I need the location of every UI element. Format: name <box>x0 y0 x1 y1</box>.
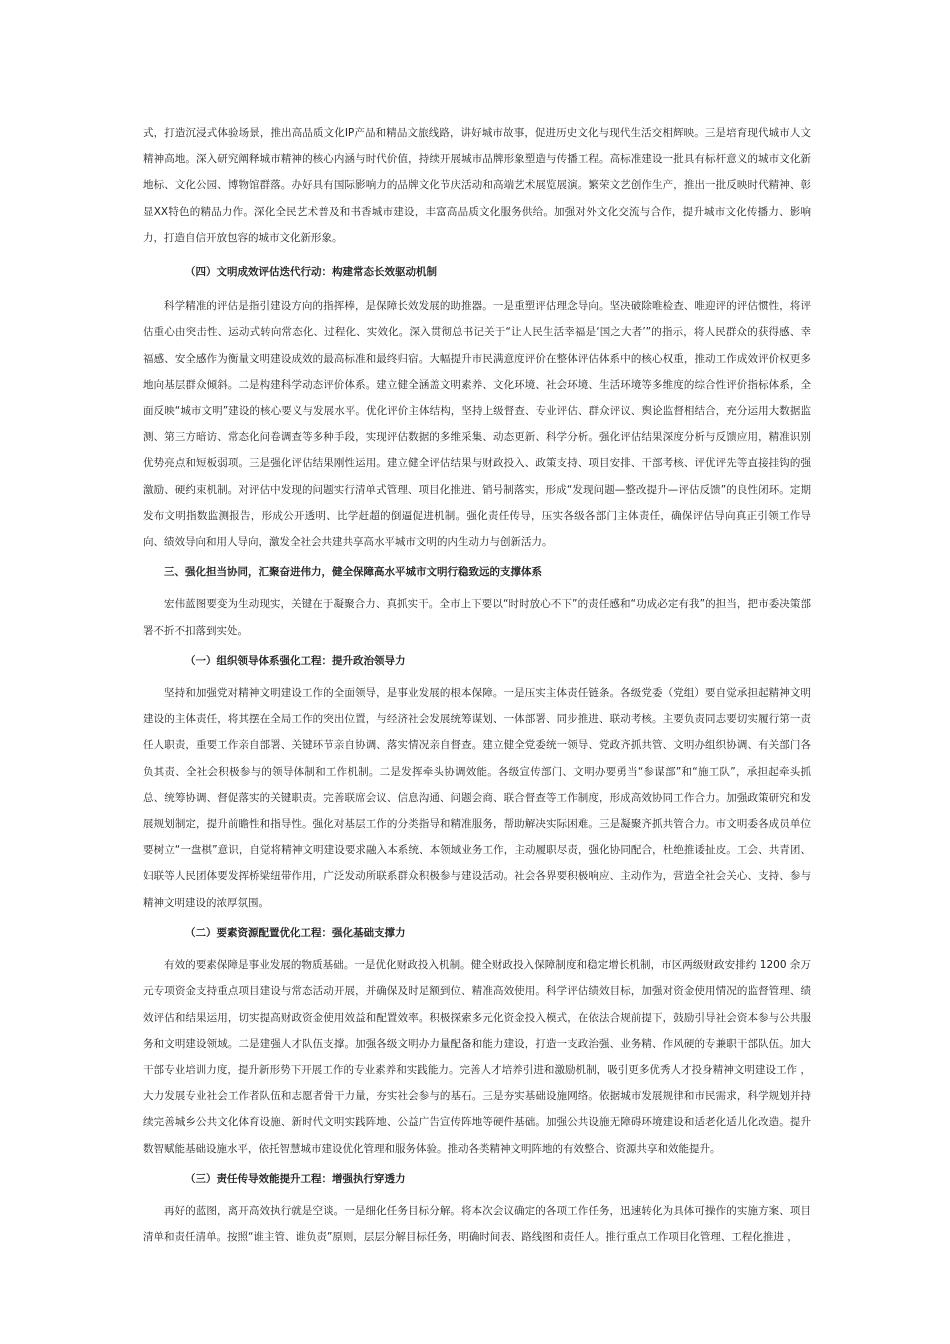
heading-resource-allocation: （二）要素资源配置优化工程：强化基础支撑力 <box>185 926 406 939</box>
paragraph-responsibility-transmission: 再好的蓝图，离开高效执行就是空谈。一是细化任务目标分解。将本次会议确定的各项工作任务，迅速转化为具体可操作的实施方案、项目清单和责任清单。按照“谁主管、谁负责”原则，层层分解目标任务，明确时间表、路线图和责任人。推行重点工作项目化管理、工程化推进 ， <box>143 1204 811 1244</box>
paragraph-organization-leadership: 坚持和加强党对精神文明建设工作的全面领导，是事业发展的根本保障。一是压实主体责任链条。各级党委（党组）要自觉承担起精神文明建设的主体责任，将其摆在全局工作的突出位置，与经济社会发展统筹谋划、一体部署、同步推进、联动考核。主要负责同志要切实履行第一责任人职责，重要工作亲自部署、关键环节亲自协调、落实情况亲自督查。建立健全党委统一领导、党政齐抓共管、文明办组织协调、有关部门各负其责、全社会积极参与的领导体制和工作机制。二是发挥牵头协调效能。各级宣传部门、文明办要勇当“参谋部”和“施工队”，承担起牵头抓总、统筹协调、督促落实的关键职责。完善联席会议、信息沟通、问题会商、联合督查等工作制度，形成高效协同工作合力。加强政策研究和发展规划制定，提升前瞻性和指导性。强化对基层工作的分类指导和精准服务，帮助解决实际困难。三是凝聚齐抓共管合力。市文明委各成员单位要树立“一盘棋”意识，自觉将精神文明建设要求融入本系统、本领域业务工作，主动履职尽责，强化协同配合，杜绝推诿扯皮。工会、共青团、妇联等人民团体要发挥桥梁纽带作用，广泛发动所联系群众积极参与建设活动。社会各界要积极响应、主动作为，营造全社会关心、支持、参与精神文明建设的浓厚氛围。 <box>143 687 811 909</box>
paragraph-section-three-intro: 宏伟蓝图要变为生动现实，关键在于凝聚合力、真抓实干。全市上下要以“时时放心不下”的责任感和“功成必定有我”的担当，把市委决策部署不折不扣落到实处。 <box>143 598 811 637</box>
paragraph-culture-continuation: 式，打造沉浸式体验场景，推出高品质文化IP产品和精品文旅线路，讲好城市故事，促进历史文化与现代生活交相辉映。三是培育现代城市人文精神高地。深入研究阐释城市精神的核心内涵与时代价值，持续开展城市品牌形象塑造与传播工程。高标准建设一批具有标杆意义的城市文化新地标、文化公园、博物馆群落。办好具有国际影响力的品牌文化节庆活动和高端艺术展览展演。繁荣文艺创作生产，推出一批反映时代精神、彰显XX特色的精品力作。深化全民艺术普及和书香城市建设，丰富高品质文化服务供给。加强对外文化交流与合作，提升城市文化传播力、影响力，打造自信开放包容的城市文化新形象。 <box>143 127 811 244</box>
heading-responsibility-transmission: （三）责任传导效能提升工程：增强执行穿透力 <box>185 1172 406 1185</box>
paragraph-resource-allocation: 有效的要素保障是事业发展的物质基础。一是优化财政投入机制。健全财政投入保障制度和稳定增长机制，市区两级财政安排约 1200 余万元专项资金支持重点项目建设与常态活动开展，并确保及时足额到位、精准高效使用。科学评估绩效目标，加强对资金使用情况的监督管理、绩效评估和结果运用，切实提高财政资金使用效益和配置效率。积极探索多元化资金投入模式，在依法合规前提下，鼓励引导社会资本参与公共服务和文明建设领域。二是建强人才队伍支撑。加强各级文明办力量配备和能力建设，打造一支政治强、业务精、作风硬的专兼职干部队伍。加大干部专业培训力度，提升新形势下开展工作的专业素养和实践能力。完善人才培养引进和激励机制，吸引更多优秀人才投身精神文明建设工作 ，大力发展专业社会工作者队伍和志愿者骨干力量，夯实社会参与的基石。三是夯实基础设施网络。依据城市发展规律和市民需求，科学规划并持续完善城乡公共文化体育设施、新时代文明实践阵地、公益广告宣传阵地等硬件基础。加强公共设施无障碍环境建设和适老化适儿化改造。提升数智赋能基础设施水平，依托智慧城市建设优化管理和服务体验。推动各类精神文明阵地的有效整合、资源共享和效能提升。 <box>143 959 811 1155</box>
document-page <box>143 120 811 1250</box>
heading-organization-leadership: （一）组织领导体系强化工程：提升政治领导力 <box>185 654 406 667</box>
heading-evaluation-iteration: （四）文明成效评估迭代行动：构建常态长效驱动机制 <box>185 266 437 279</box>
heading-section-three: 三、强化担当协同，汇聚奋进伟力，健全保障高水平城市文明行稳致远的支撑体系 <box>164 566 542 579</box>
paragraph-evaluation: 科学精准的评估是指引建设方向的指挥棒，是保障长效发展的助推器。一是重塑评估理念导向。坚决破除唯检查、唯迎评的评估惯性，将评估重心由突击性、运动式转向常态化、过程化、实效化。深入贯彻总书记关于“让人民生活幸福是‘国之大者’”的指示，将人民群众的获得感、幸福感、安全感作为衡量文明建设成效的最高标准和最终归宿。大幅提升市民满意度评价在整体评估体系中的核心权重，推动工作成效评价权更多地向基层群众倾斜。二是构建科学动态评价体系。建立健全涵盖文明素养、文化环境、社会环境、生活环境等多维度的综合性评价指标体系，全面反映“城市文明”建设的核心要义与发展水平。优化评价主体结构，坚持上级督查、专业评估、群众评议、舆论监督相结合，充分运用大数据监测、第三方暗访、常态化问卷调查等多种手段，实现评估数据的多维采集、动态更新、科学分析。强化评估结果深度分析与反馈应用，精准识别优势亮点和短板弱项。三是强化评估结果刚性运用。建立健全评估结果与财政投入、政策支持、项目安排、干部考核、评优评先等直接挂钩的强激励、硬约束机制。对评估中发现的问题实行清单式管理、项目化推进、销号制落实，形成“发现问题—整改提升—评估反馈”的良性闭环。定期发布文明指数监测报告，形成公开透明、比学赶超的倒逼促进机制。强化责任传导，压实各级各部门主体责任，确保评估导向真正引领工作导向、绩效导向和用人导向，激发全社会共建共享高水平城市文明的内生动力与创新活力。 <box>143 300 811 549</box>
